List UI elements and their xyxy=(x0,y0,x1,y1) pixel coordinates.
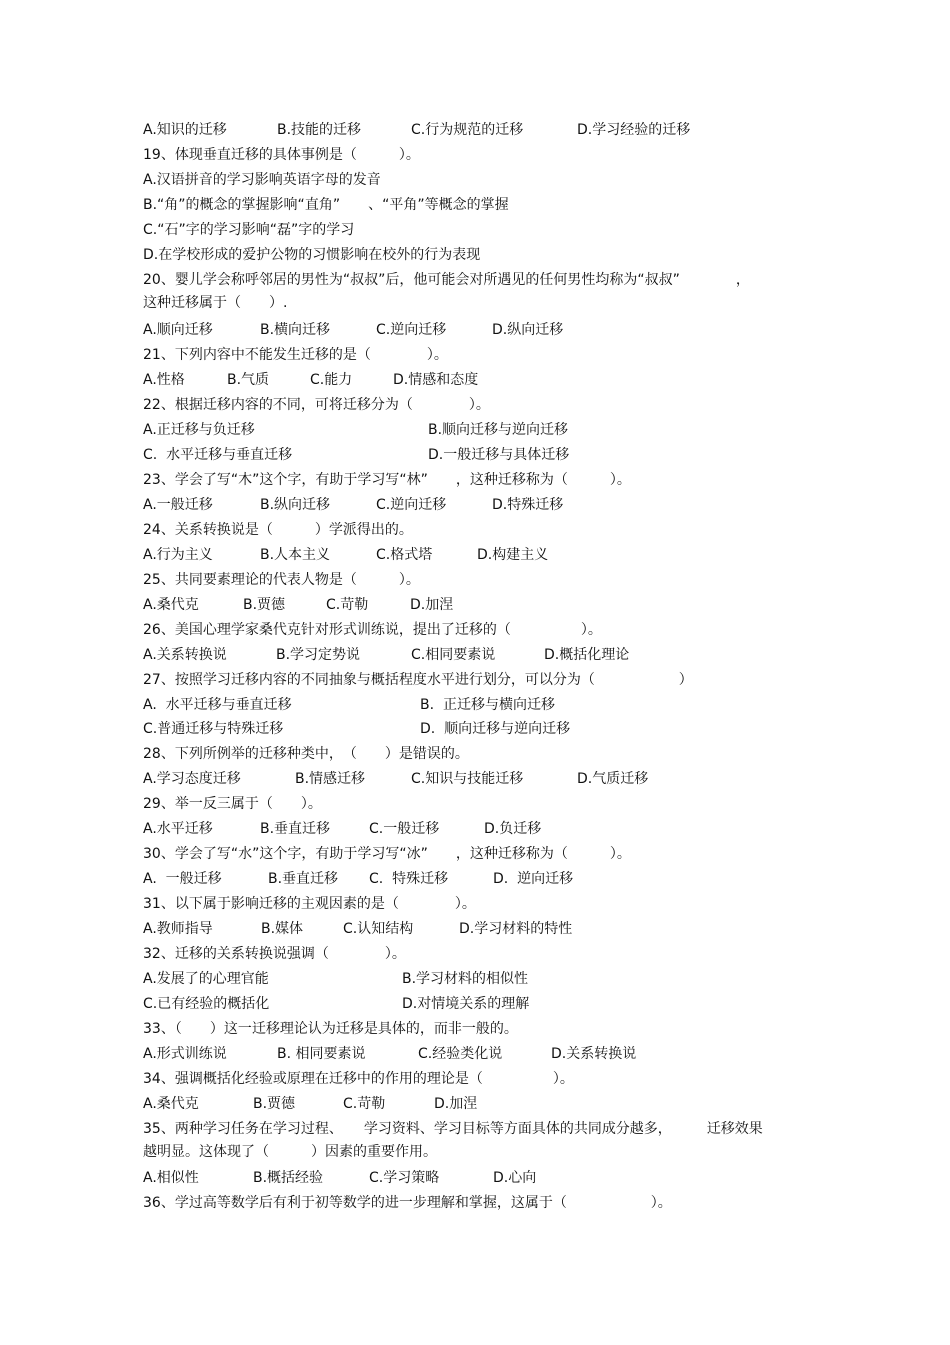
option-text: C.知识与技能迁移 xyxy=(411,771,524,787)
option-text: D.纵向迁移 xyxy=(492,322,564,338)
option-text: B.人本主义 xyxy=(260,547,331,563)
option-text: B. 正迁移与横向迁移 xyxy=(420,697,555,713)
option-text: C.逆向迁移 xyxy=(376,322,447,338)
option-text: A.桑代克 xyxy=(143,1096,199,1112)
option-text: C.经验类化说 xyxy=(418,1046,503,1062)
option-text: D.心向 xyxy=(493,1170,537,1186)
question-line: 32、迁移的关系转换说强调（ ）。 xyxy=(143,946,406,962)
option-text: B.纵向迁移 xyxy=(260,497,331,513)
question-line: 29、举一反三属于（ ）。 xyxy=(143,796,322,812)
option-text: C.学习策略 xyxy=(369,1170,440,1186)
question-line: 33、（ ）这一迁移理论认为迁移是具体的，而非一般的。 xyxy=(143,1021,518,1037)
option-text: B.技能的迁移 xyxy=(277,122,362,138)
question-line: 24、关系转换说是（ ）学派得出的。 xyxy=(143,522,413,538)
option-text: D.对情境关系的理解 xyxy=(402,996,530,1012)
option-text: B.贾德 xyxy=(253,1096,296,1112)
option-text: A.顺向迁移 xyxy=(143,322,213,338)
option-text: C.逆向迁移 xyxy=(376,497,447,513)
option-text: A.形式训练说 xyxy=(143,1046,227,1062)
option-text: A.相似性 xyxy=(143,1170,199,1186)
option-text: B.垂直迁移 xyxy=(260,821,331,837)
option-text: C.能力 xyxy=(310,372,353,388)
question-line: 26、美国心理学家桑代克针对形式训练说，提出了迁移的（ ）。 xyxy=(143,622,602,638)
option-text: A.桑代克 xyxy=(143,597,199,613)
option-text: D.一般迁移与具体迁移 xyxy=(428,447,570,463)
option-text: A.水平迁移 xyxy=(143,821,213,837)
option-text: B.情感迁移 xyxy=(295,771,366,787)
option-text: A.关系转换说 xyxy=(143,647,227,663)
question-line: 这种迁移属于（ ）. xyxy=(143,295,288,311)
option-text: B.顺向迁移与逆向迁移 xyxy=(428,422,569,438)
question-line: 31、以下属于影响迁移的主观因素的是（ ）。 xyxy=(143,896,476,912)
option-text: D.加涅 xyxy=(410,597,454,613)
option-text: C.苛勒 xyxy=(343,1096,386,1112)
option-text: B.贾德 xyxy=(243,597,286,613)
option-text: A.教师指导 xyxy=(143,921,213,937)
question-line: 27、按照学习迁移内容的不同抽象与概括程度水平进行划分，可以分为（ ） xyxy=(143,672,693,688)
option-text: D.关系转换说 xyxy=(551,1046,637,1062)
option-text: D.加涅 xyxy=(434,1096,478,1112)
option-text: C. 水平迁移与垂直迁移 xyxy=(143,447,293,463)
option-text: A. 一般迁移 xyxy=(143,871,222,887)
option-text: D.学习材料的特性 xyxy=(459,921,573,937)
option-text: C.相同要素说 xyxy=(411,647,496,663)
question-line: 28、下列所例举的迁移种类中， （ ）是错误的。 xyxy=(143,746,469,762)
option-text: A.学习态度迁移 xyxy=(143,771,241,787)
option-text: C.行为规范的迁移 xyxy=(411,122,524,138)
option-text: B.垂直迁移 xyxy=(268,871,339,887)
option-text: A. 水平迁移与垂直迁移 xyxy=(143,697,292,713)
option-text: D. 顺向迁移与逆向迁移 xyxy=(420,721,571,737)
option-text: A.知识的迁移 xyxy=(143,122,227,138)
question-line: 25、共同要素理论的代表人物是（ ）。 xyxy=(143,572,420,588)
option-text: C.普通迁移与特殊迁移 xyxy=(143,721,284,737)
option-text: B.学习定势说 xyxy=(276,647,361,663)
option-text: D.情感和态度 xyxy=(393,372,479,388)
option-text: B. 相同要素说 xyxy=(277,1046,366,1062)
question-line: D.在学校形成的爱护公物的习惯影响在校外的行为表现 xyxy=(143,247,481,263)
question-line: 23、学会了写“木”这个字，有助于学习写“林” ，这种迁移称为（ ）。 xyxy=(143,472,631,488)
option-text: B.媒体 xyxy=(261,921,304,937)
option-text: B.横向迁移 xyxy=(260,322,331,338)
option-text: A.性格 xyxy=(143,372,185,388)
option-text: D.学习经验的迁移 xyxy=(577,122,691,138)
question-line: 19、体现垂直迁移的具体事例是（ ）。 xyxy=(143,147,420,163)
question-line: 21、下列内容中不能发生迁移的是（ ）。 xyxy=(143,347,448,363)
option-text: C.认知结构 xyxy=(343,921,414,937)
question-line: 20、婴儿学会称呼邻居的男性为“叔叔”后，他可能会对所遇见的任何男性均称为“叔叔” ， xyxy=(143,272,750,288)
option-text: B.气质 xyxy=(227,372,270,388)
option-text: A.行为主义 xyxy=(143,547,213,563)
option-text: A.发展了的心理官能 xyxy=(143,971,269,987)
question-line: 34、强调概括化经验或原理在迁移中的作用的理论是（ ）。 xyxy=(143,1071,574,1087)
question-line: 36、学过高等数学后有利于初等数学的进一步理解和掌握，这属于（ ）。 xyxy=(143,1195,672,1211)
option-text: C.苛勒 xyxy=(326,597,369,613)
question-line: 22、根据迁移内容的不同，可将迁移分为（ ）。 xyxy=(143,397,490,413)
option-text: C.已有经验的概括化 xyxy=(143,996,270,1012)
option-text: D.概括化理论 xyxy=(544,647,630,663)
option-text: C. 特殊迁移 xyxy=(369,871,449,887)
option-text: C.一般迁移 xyxy=(369,821,440,837)
option-text: C.格式塔 xyxy=(376,547,433,563)
question-line: B.“角”的概念的掌握影响“直角” 、“平角”等概念的掌握 xyxy=(143,197,509,213)
option-text: D. 逆向迁移 xyxy=(493,871,574,887)
option-text: B.学习材料的相似性 xyxy=(402,971,529,987)
question-line: 越明显。这体现了（ ）因素的重要作用。 xyxy=(143,1144,437,1160)
option-text: D.负迁移 xyxy=(484,821,542,837)
option-text: A.正迁移与负迁移 xyxy=(143,422,255,438)
question-line: 35、两种学习任务在学习过程、 学习资料、学习目标等方面具体的共同成分越多， 迁移效果 xyxy=(143,1121,763,1137)
question-line: C.“石”字的学习影响“磊”字的学习 xyxy=(143,222,355,238)
question-line: A.汉语拼音的学习影响英语字母的发音 xyxy=(143,172,381,188)
option-text: D.气质迁移 xyxy=(577,771,649,787)
option-text: B.概括经验 xyxy=(253,1170,324,1186)
question-line: 30、学会了写“水”这个字，有助于学习写“冰” ，这种迁移称为（ ）。 xyxy=(143,846,631,862)
option-text: D.特殊迁移 xyxy=(492,497,564,513)
option-text: A.一般迁移 xyxy=(143,497,213,513)
option-text: D.构建主义 xyxy=(477,547,549,563)
